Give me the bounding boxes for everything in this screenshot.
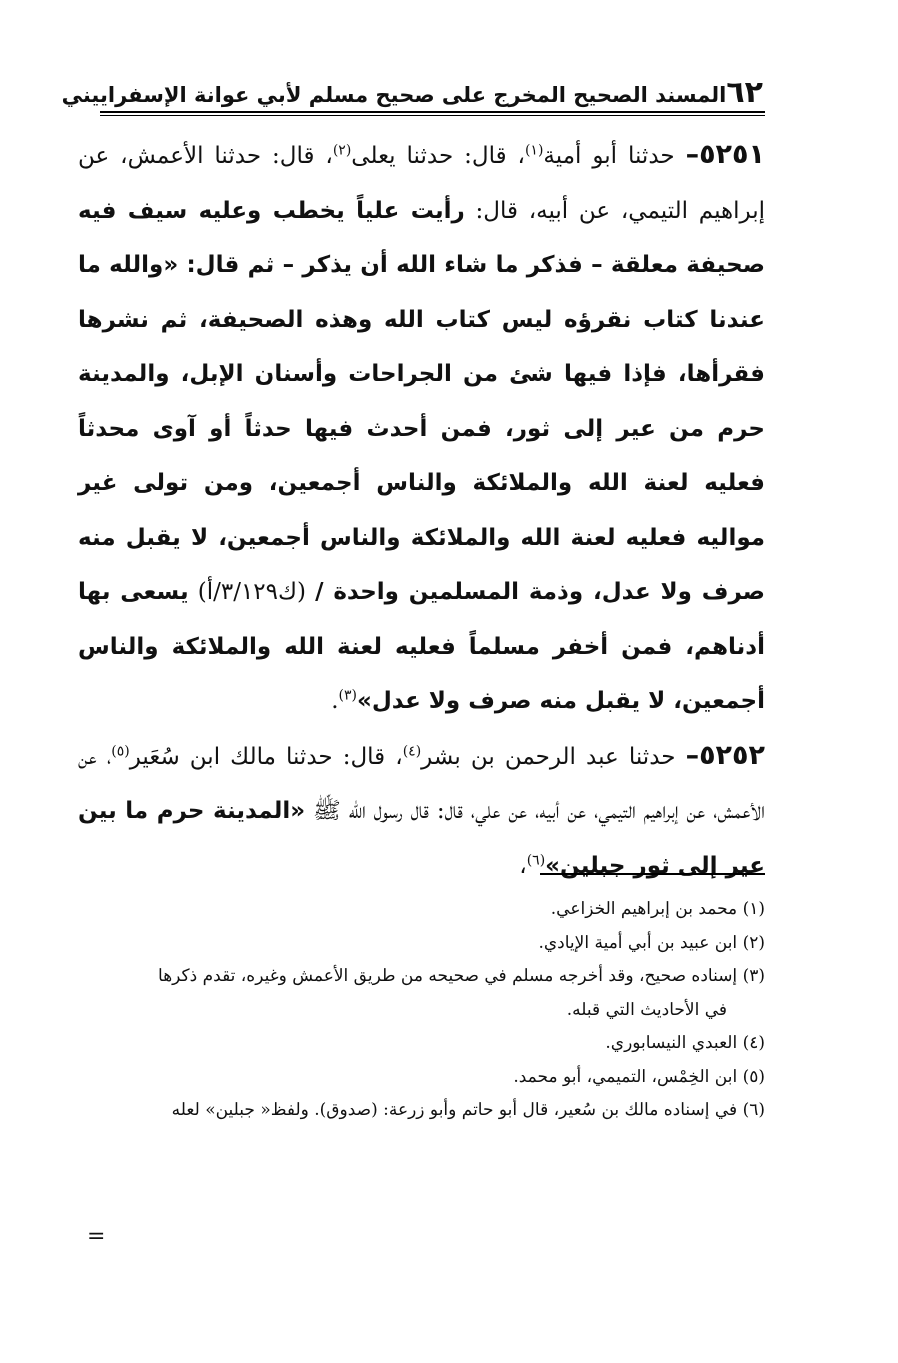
hadith-number: ٥٢٥١ bbox=[699, 139, 765, 170]
footnote-text: إسناده صحيح، وقد أخرجه مسلم في صحيحه من طريق الأعمش وغيره، تقدم ذكرها bbox=[158, 966, 738, 986]
footnote-ref: (٥) bbox=[111, 742, 130, 759]
footnote-4 bbox=[80, 1027, 765, 1061]
footnote-ref: (٤) bbox=[402, 742, 422, 759]
header-title: المسند الصحيح المخرج على صحيح مسلم لأبي عوانة الإسفراييني bbox=[61, 83, 727, 107]
footnote-1 bbox=[80, 893, 765, 927]
text-segment: . bbox=[331, 688, 339, 714]
footnote-text: ابن عبيد بن أبي أمية الإيادي. bbox=[538, 932, 738, 953]
footnote-3-continued bbox=[80, 994, 765, 1028]
footnote-ref: (٢) bbox=[332, 142, 352, 159]
bold-text: يسعى بها أدناهم، فمن أخفر مسلماً فعليه لعنة الله والملائكة والناس أجمعين، لا يقبل منه صرف ولا عدل» bbox=[78, 579, 765, 714]
footnote-number: (٥) bbox=[742, 1066, 765, 1087]
text-segment: ، قال: حدثنا مالك ابن سُعَير bbox=[129, 743, 403, 770]
footnote-number: (٦) bbox=[742, 1100, 765, 1120]
text-segment: حدثنا أبو أمية bbox=[543, 143, 686, 169]
footnote-ref: (٣) bbox=[338, 687, 357, 704]
header-rule-thin bbox=[100, 115, 765, 116]
footnote-ref: (١) bbox=[524, 142, 544, 159]
text-segment: ، عن الأعمش، عن إبراهيم التيمي، عن أبيه، عن علي، قال: قال رسول الله ﷺ bbox=[78, 743, 765, 824]
main-text bbox=[78, 128, 765, 893]
text-segment: ، قال: حدثنا يعلى bbox=[351, 143, 525, 169]
footnote-5 bbox=[80, 1061, 765, 1095]
footnote-separator bbox=[540, 873, 765, 875]
footnotes bbox=[80, 893, 765, 1128]
footnote-3 bbox=[80, 960, 765, 994]
footnote-text: محمد بن إبراهيم الخزاعي. bbox=[550, 899, 738, 919]
footnote-6 bbox=[80, 1094, 765, 1128]
footnote-text: في الأحاديث التي قبله. bbox=[566, 999, 727, 1020]
footnote-ref: (٦) bbox=[526, 851, 546, 868]
running-header bbox=[61, 66, 765, 110]
footnote-number: (٤) bbox=[742, 1033, 765, 1053]
hadith-number: ٥٢٥٢ bbox=[699, 739, 765, 771]
footnote-text: ابن الخِمْس، التميمي، أبو محمد. bbox=[513, 1066, 738, 1087]
footnote-number: (٣) bbox=[742, 966, 765, 986]
footnote-text: العبدي النيسابوري. bbox=[605, 1033, 738, 1053]
hadith-5251 bbox=[78, 128, 765, 729]
hadith-dash: – bbox=[685, 139, 700, 170]
footnote-number: (١) bbox=[742, 899, 765, 919]
bold-text: رأيت علياً يخطب وعليه سيف فيه صحيفة معلقة – فذكر ما شاء الله أن يذكر – ثم قال: bbox=[78, 197, 765, 278]
footnote-2 bbox=[80, 927, 765, 961]
text-segment: ، bbox=[519, 852, 527, 879]
text-segment: ، قال: حدثنا الأعمش، عن إبراهيم التيمي، عن أبيه، قال: bbox=[78, 143, 766, 224]
bold-text: «المدينة حرم ما بين عير إلى ثور جبلين» bbox=[78, 798, 765, 879]
hadith-dash: – bbox=[685, 739, 700, 771]
header-rule bbox=[100, 111, 765, 113]
manuscript-ref: (ك٣/١٢٩/أ) bbox=[188, 579, 316, 605]
footnote-number: (٢) bbox=[742, 932, 765, 953]
footnote-text: في إسناده مالك بن سُعير، قال أبو حاتم وأبو زرعة: (صدوق). ولفظ« جبلين» لعله bbox=[171, 1100, 738, 1120]
text-segment: حدثنا عبد الرحمن بن بشر bbox=[421, 743, 686, 770]
bold-text: «والله ما عندنا كتاب نقرؤه ليس كتاب الله وهذه الصحيفة، ثم نشرها فقرأها، فإذا فيها شئ من الجراحات وأسنان الإبل، والمدينة حرم من عير إلى ثور، فمن أحدث فيها حدثاً أو آوى محدثاً فعليه لعنة الله والملائكة والناس أجمعين، ومن تولى غير مواليه فعليه لعنة الله والملائكة والناس أجمعين، لا يقبل منه صرف ولا عدل، وذمة المسلمين واحدة / bbox=[78, 252, 765, 605]
continuation-mark: = bbox=[87, 1224, 106, 1249]
hadith-5252 bbox=[78, 729, 765, 894]
page-number: ٦٢ bbox=[726, 75, 763, 110]
